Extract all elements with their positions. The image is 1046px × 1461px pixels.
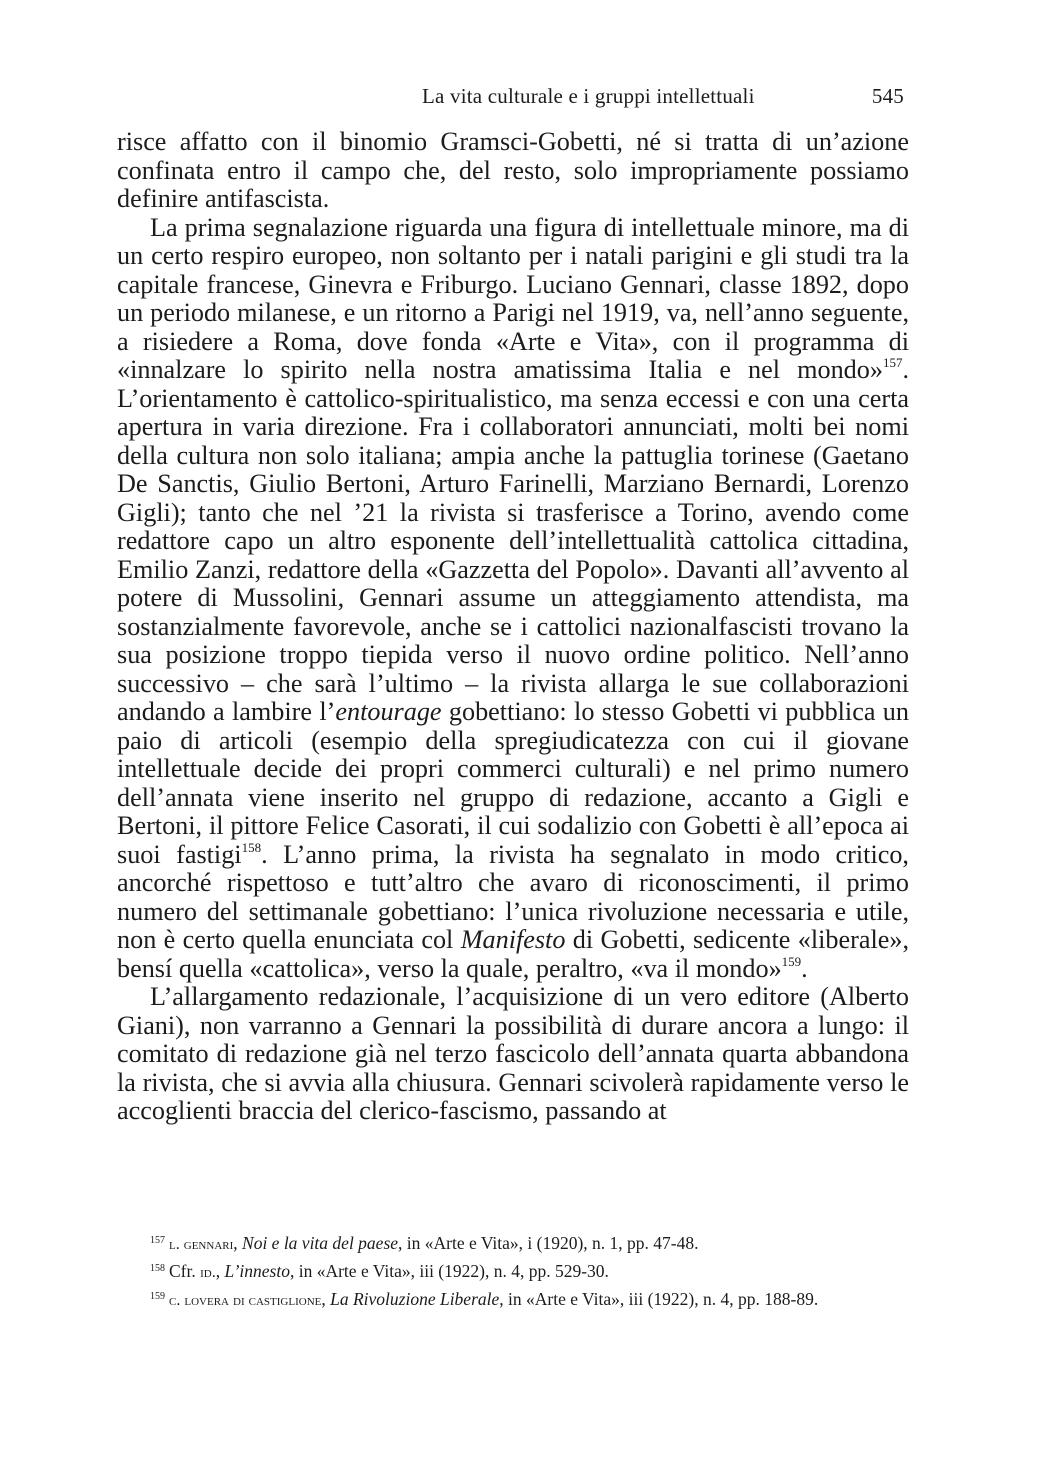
footnote-author: id.: [200, 1264, 216, 1281]
footnote-citation: , in «Arte e Vita», iii (1922), n. 4, pp. 188-89.: [499, 1289, 819, 1309]
paragraph-2-part-d: . L’anno prima, la rivista ha segnalato in modo critico, ancorché rispettoso e tutt’altro che avaro di riconoscimenti, il primo numero del settimanale gobettiano: l’unica rivoluzione necessaria e utile, non è certo quella enunciata col: [117, 839, 909, 954]
italic-manifesto: Manifesto: [460, 925, 566, 954]
paragraph-2-part-f: .: [801, 953, 808, 983]
footnote-separator: ,: [321, 1289, 331, 1309]
footnote-work-title: Noi e la vita del paese: [242, 1233, 399, 1253]
footnotes: [117, 1229, 909, 1313]
page-number: 545: [871, 84, 904, 108]
footnote-159: [117, 1285, 909, 1313]
footnote-author: c. lovera di castiglione: [169, 1292, 322, 1309]
footnote-number: 157: [150, 1235, 165, 1246]
footnote-ref-158: 158: [241, 839, 262, 855]
footnote-number: 159: [150, 1291, 165, 1302]
italic-entourage: entourage: [335, 697, 442, 726]
running-title: La vita culturale e i gruppi intellettuali: [422, 84, 755, 108]
running-head: [422, 84, 908, 114]
paragraph-1: risce affatto con il binomio Gramsci-Gobetti, né si tratta di un’azione confinata entro il campo che, del resto, solo impropriamente possiamo definire antifascista.: [117, 127, 909, 213]
footnote-158: [117, 1257, 909, 1285]
footnote-separator: ,: [215, 1261, 225, 1281]
paragraph-2: [117, 214, 909, 984]
main-text: [117, 128, 909, 1126]
footnote-author: l. gennari: [169, 1236, 234, 1253]
footnote-number: 158: [150, 1263, 165, 1274]
footnote-ref-159: 159: [781, 953, 802, 969]
footnote-citation: , in «Arte e Vita», i (1920), n. 1, pp. 47-48.: [398, 1233, 699, 1253]
paragraph-2-part-a: La prima segnalazione riguarda una figura di intellettuale minore, ma di un certo respiro europeo, non soltanto per i natali parigini e gli studi tra la capitale francese, Ginevra e Friburgo. Luciano Gennari, classe 1892, dopo un periodo milanese, e un ritorno a Parigi nel 1919, va, nell’anno seguente, a risiedere a Roma, dove fonda «Arte e Vita», con il programma di «innalzare lo spirito nella nostra amatissima Italia e nel mondo»: [117, 212, 909, 384]
footnote-work-title: La Rivoluzione Liberale: [330, 1289, 500, 1309]
paragraph-3: L’allargamento redazionale, l’acquisizione di un vero editore (Alberto Giani), non varranno a Gennari la possibilità di durare ancora a lungo: il comitato di redazione già nel terzo fascicolo dell’annata quarta abbandona la rivista, che si avvia alla chiusura. Gennari scivolerà rapidamente verso le accoglienti braccia del clerico-fascismo, passando at: [117, 982, 909, 1125]
footnote-prefix: Cfr.: [169, 1261, 201, 1281]
footnote-citation: , in «Arte e Vita», iii (1922), n. 4, pp. 529-30.: [289, 1261, 609, 1281]
footnote-ref-157: 157: [882, 355, 903, 370]
paragraph-2-part-b: . L’orientamento è cattolico-spiritualistico, ma senza eccessi e con una certa apertura in varia direzione. Fra i collaboratori annunciati, molti bei nomi della cultura non solo italiana; ampia anche la pattuglia torinese (Gaetano De Sanctis, Giulio Bertoni, Arturo Farinelli, Marziano Bernardi, Lorenzo Gigli); tanto che nel ’21 la rivista si trasferisce a Torino, avendo come redattore capo un altro esponente dell’intellettualità cattolica cittadina, Emilio Zanzi, redattore della «Gazzetta del Popolo». Davanti all’avvento al potere di Mussolini, Gennari assume un atteggiamento attendista, ma sostanzialmente favorevole, anche se i cattolici nazionalfascisti trovano la sua posizione troppo tiepida verso il nuovo ordine politico. Nell’anno successivo – che sarà l’ultimo – la rivista allarga le sue collaborazioni andando a lambire l’: [117, 355, 909, 726]
paragraph-2-part-e: di Gobetti, sedicente «liberale», bensí quella «cattolica», verso la quale, peraltro, «va il mondo»: [117, 925, 909, 983]
footnote-157: [117, 1229, 909, 1257]
paragraph-2-part-c: gobettiano: lo stesso Gobetti vi pubblica un paio di articoli (esempio della spregiudicatezza con cui il giovane intellettuale decide dei propri commerci culturali) e nel primo numero dell’annata viene inserito nel gruppo di redazione, accanto a Gigli e Bertoni, il pittore Felice Casorati, il cui sodalizio con Gobetti è all’epoca ai suoi fastigi: [117, 697, 909, 869]
footnote-work-title: L’innesto: [224, 1261, 290, 1281]
footnote-separator: ,: [233, 1233, 243, 1253]
